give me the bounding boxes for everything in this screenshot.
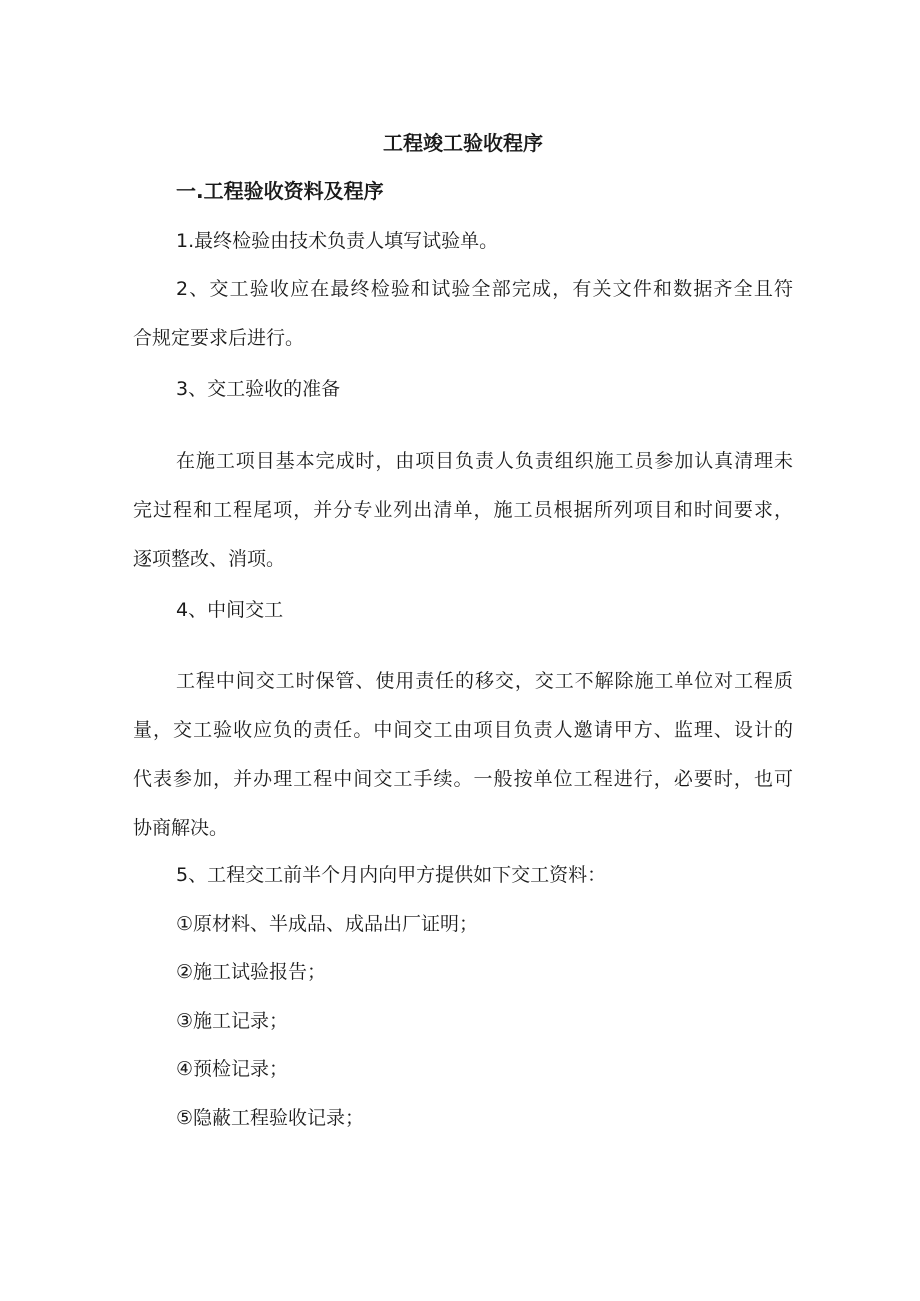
paragraph-5-heading: 4、中间交工 — [176, 599, 284, 621]
paragraph-6-line-1: 工程中间交工时保管、使用责任的移交，交工不解除施工单位对工程质 — [176, 670, 793, 692]
paragraph-1-line-1: 1.最终检验由技术负责人填写试验单。 — [176, 230, 499, 252]
paragraph-4-line-2: 完过程和工程尾项，并分专业列出清单，施工员根据所列项目和时间要求， — [133, 499, 793, 521]
paragraph-6-line-2: 量，交工验收应负的责任。中间交工由项目负责人邀请甲方、监理、设计的 — [133, 719, 793, 741]
paragraph-4-line-1: 在施工项目基本完成时，由项目负责人负责组织施工员参加认真清理未 — [176, 450, 793, 472]
list-item: ③施工记录； — [176, 1010, 289, 1032]
list-item: ②施工试验报告； — [176, 961, 327, 983]
list-item: ①原材料、半成品、成品出厂证明； — [176, 913, 479, 935]
paragraph-4-line-3: 逐项整改、消项。 — [133, 548, 286, 570]
paragraph-2-line-2: 合规定要求后进行。 — [133, 327, 305, 349]
list-item: ⑤隐蔽工程验收记录； — [176, 1107, 365, 1129]
section-heading: 一.工程验收资料及程序 — [176, 179, 384, 203]
document-title: 工程竣工验收程序 — [383, 131, 543, 155]
paragraph-6-line-3: 代表参加，并办理工程中间交工手续。一般按单位工程进行，必要时，也可 — [133, 768, 793, 790]
paragraph-7-line-1: 5、工程交工前半个月内向甲方提供如下交工资料： — [176, 864, 607, 886]
list-item: ④预检记录； — [176, 1058, 289, 1080]
paragraph-6-line-4: 协商解决。 — [133, 817, 229, 839]
paragraph-2-line-1: 2、交工验收应在最终检验和试验全部完成，有关文件和数据齐全且符 — [176, 278, 793, 300]
paragraph-3-heading: 3、交工验收的准备 — [176, 378, 341, 400]
